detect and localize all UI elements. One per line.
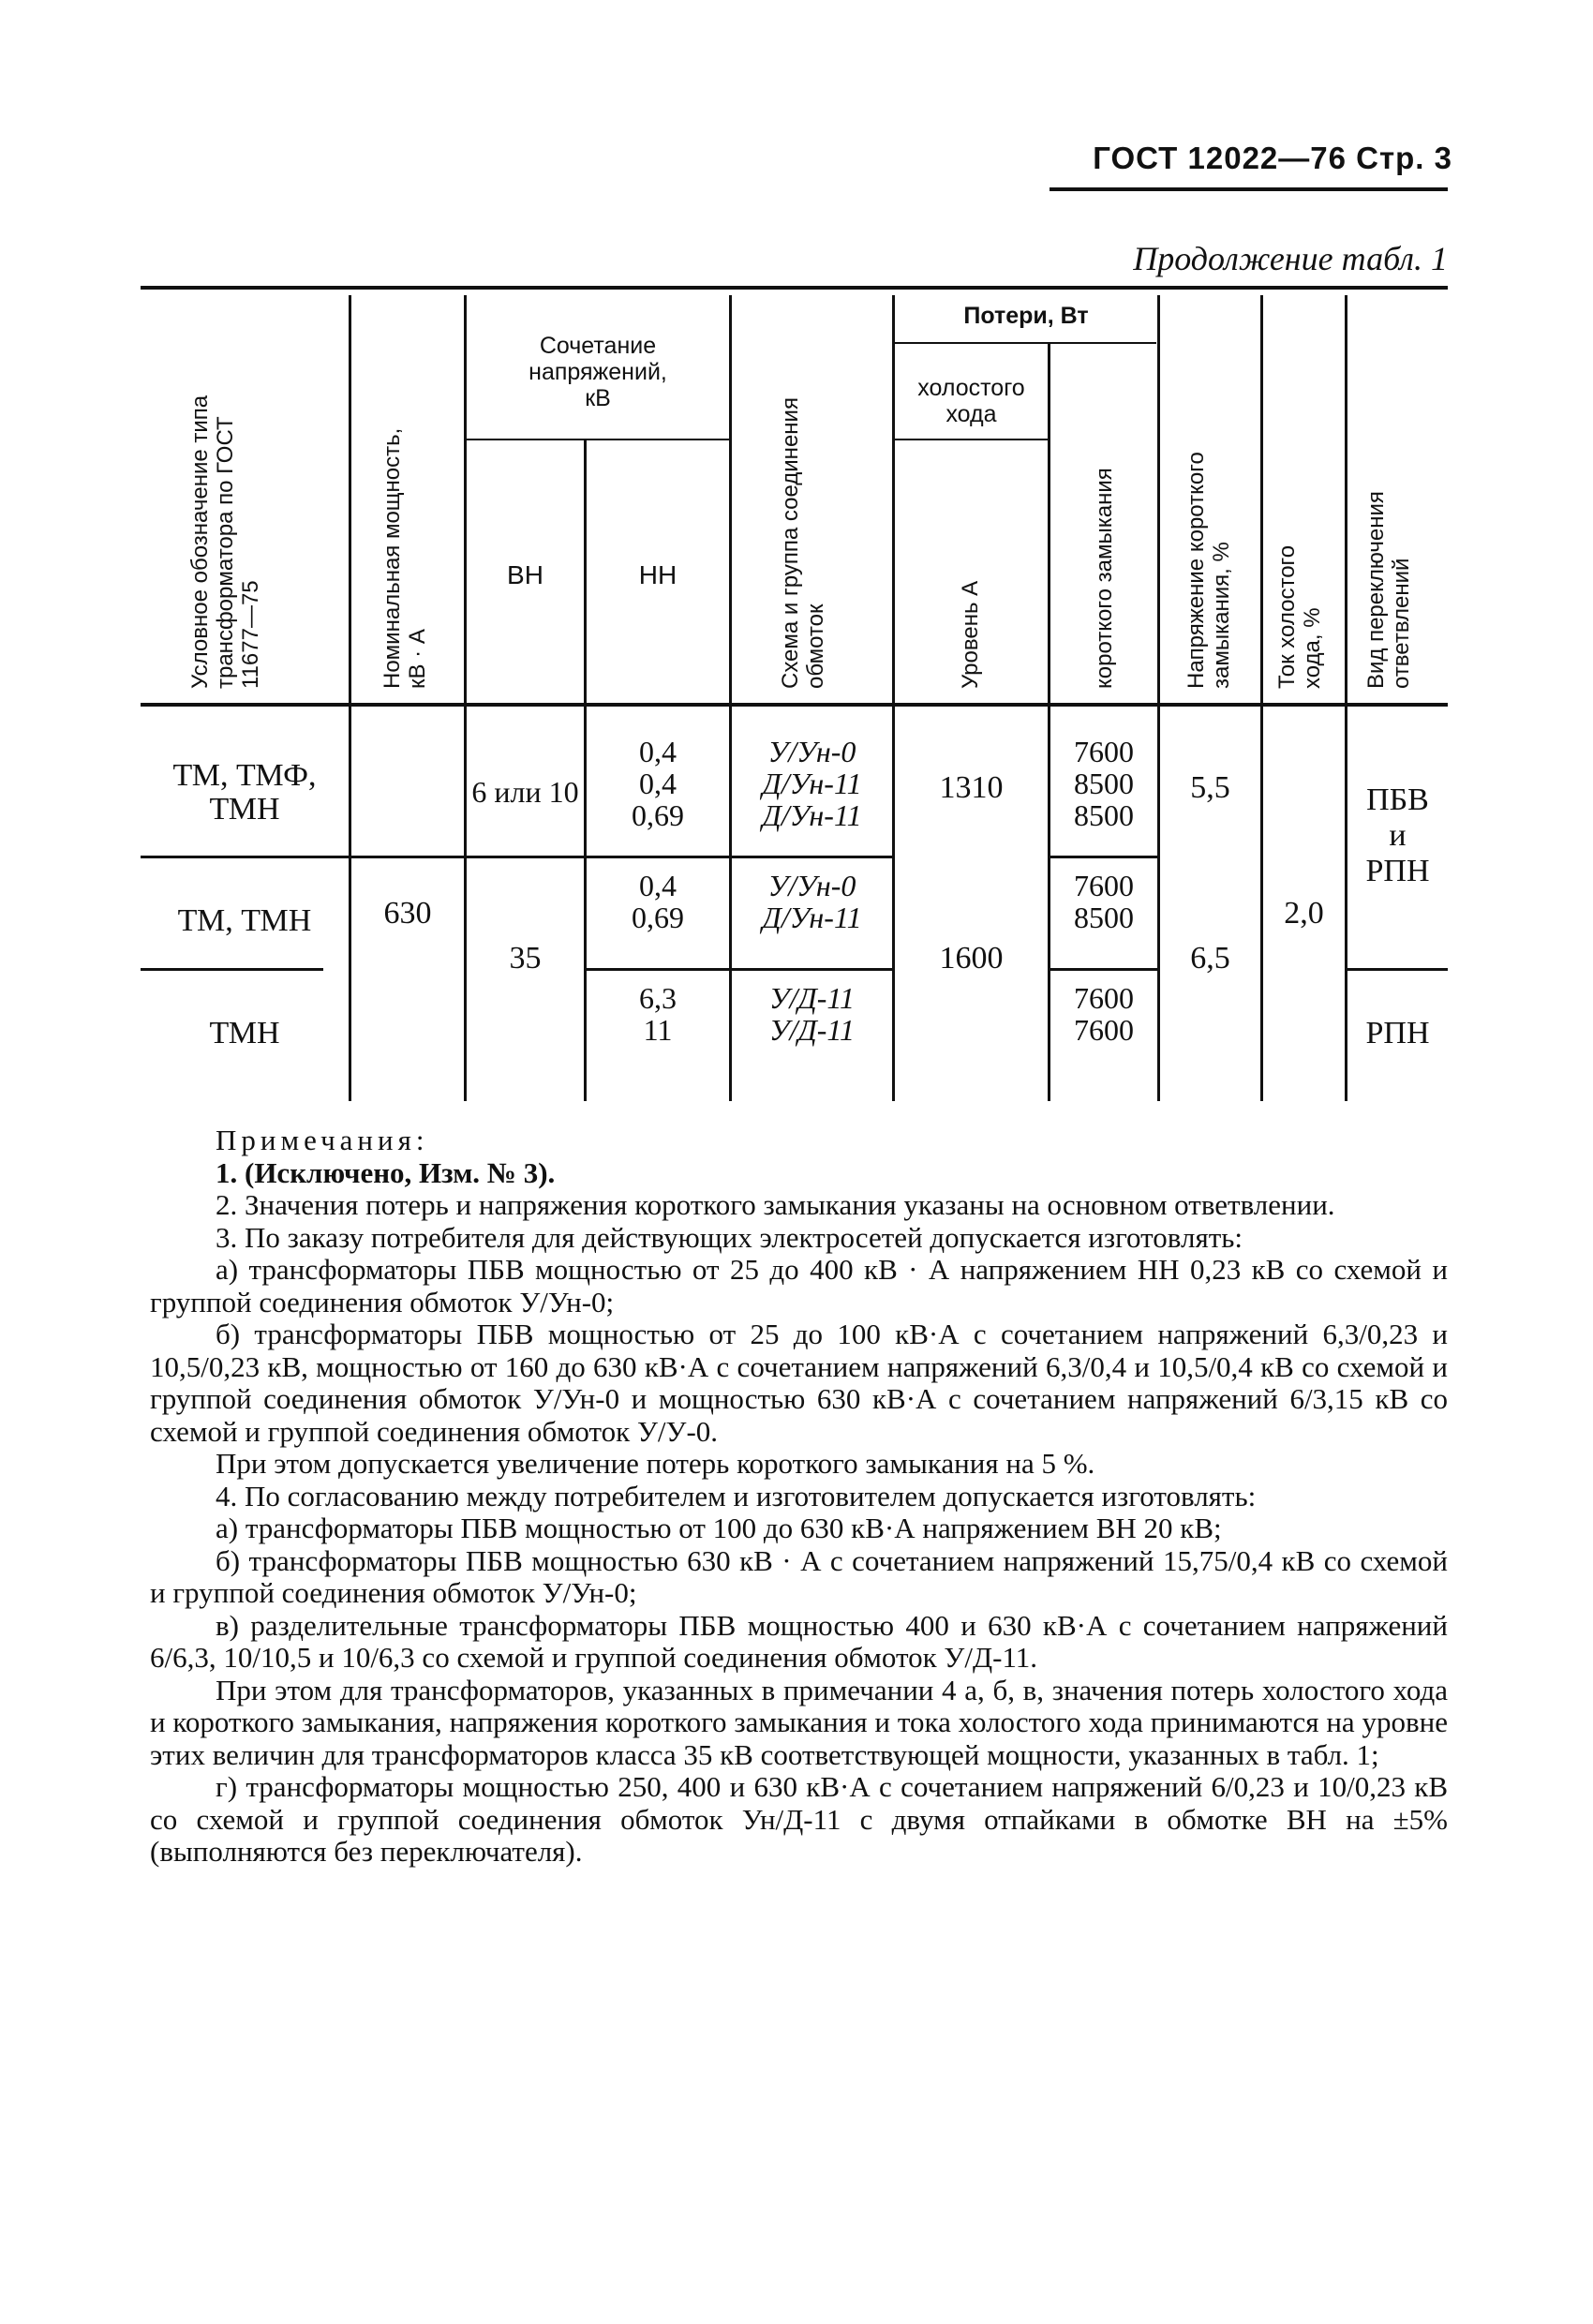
row1-level-a: 1310	[939, 770, 1004, 805]
merged-power: 630	[383, 896, 432, 931]
col-rule-9	[1345, 295, 1347, 1101]
col-header-nn: НН	[638, 560, 677, 589]
merged-level-a-2: 1600	[939, 941, 1004, 976]
row1-nn: 0,4 0,4 0,69	[632, 735, 684, 832]
row2-rule	[141, 968, 323, 971]
note-4g: г) трансформаторы мощностью 250, 400 и 630 кВ·А с сочетанием напряжений 6/0,23 и 10/0,23 кВ со схемой и группой соединения обмоток Ун/Д-11 с двумя отпайками в обмотке ВН на ±5% (выполняются без переключателя).	[150, 1770, 1448, 1868]
note-4-remark: При этом для трансформаторов, указанных в примечании 4 а, б, в, значения потерь холостого хода и короткого замыкания, напряжения короткого замыкания и тока холостого хода принимаются на уровне этих величин для трансформаторов класса 35 кВ соответствующей мощности, указанных в табл. 1;	[150, 1673, 1448, 1771]
row1-rule	[141, 856, 604, 858]
note-4b: б) трансформаторы ПБВ мощностью 630 кВ · А с сочетанием напряжений 15,75/0,4 кВ со схемой и группой соединения обмоток У/Ун-0;	[150, 1543, 1448, 1609]
col-header-power: Номинальная мощность, кВ · А	[380, 427, 430, 689]
note-4: 4. По согласованию между потребителем и изготовителем допускается изготовлять:	[216, 1479, 1257, 1512]
notes-section	[150, 1125, 1448, 1869]
merged-vn-35: 35	[509, 941, 542, 976]
note-3b: б) трансформаторы ПБВ мощностью от 25 до 100 кВ·А с сочетанием напряжений 6,3/0,23 и 10,5/0,23 кВ, мощностью от 160 до 630 кВ·А с сочетанием напряжений 6,3/0,4 и 10,5/0,4 кВ со схемой и группой соединения обмоток У/Ун-0 и мощностью 630 кВ·А с сочетанием напряжений 6/3,15 кВ со схемой и группой соединения обмоток У/У-0.	[150, 1318, 1448, 1448]
row3-type: ТМН	[209, 1016, 280, 1050]
merged-switching-1: ПБВ и РПН	[1365, 782, 1430, 888]
col-header-scheme: Схема и группа соединения обмоток	[778, 397, 828, 689]
header-rule	[1050, 187, 1448, 191]
col-header-type: Условное обозначение типа трансформатора по ГОСТ 11677—75	[187, 395, 263, 689]
note-4a: а) трансформаторы ПБВ мощностью от 100 до 630 кВ·А напряжением ВН 20 кВ;	[216, 1512, 1222, 1544]
col-rule-4	[729, 295, 732, 1101]
note-1: 1. (Исключено, Изм. № 3).	[216, 1155, 556, 1189]
note-3-remark: При этом допускается увеличение потерь короткого замыкания на 5 %.	[216, 1447, 1095, 1480]
row1-vn: 6 или 10	[471, 775, 579, 809]
merged-io: 2,0	[1284, 896, 1324, 931]
row1-rule-3	[1048, 856, 1157, 858]
row3-nn: 6,3 11	[639, 981, 677, 1047]
row2-rule-sw	[1345, 968, 1448, 971]
note-3a: а) трансформаторы ПБВ мощностью от 25 до 400 кВ · А напряжением НН 0,23 кВ со схемой и группой соединения обмоток У/Ун-0;	[150, 1253, 1448, 1318]
merged-switching-2: РПН	[1365, 1016, 1430, 1050]
row1-scheme: У/Ун-0 Д/Ун-11 Д/Ун-11	[762, 735, 862, 832]
row1-uk: 5,5	[1190, 770, 1230, 805]
row2-rule-2	[584, 968, 893, 971]
row1-type: ТМ, ТМФ, ТМН	[172, 758, 317, 827]
voltage-sub-rule	[464, 439, 729, 440]
row1-rule-2	[584, 856, 893, 858]
row1-sc: 7600 8500 8500	[1074, 735, 1134, 832]
col-header-short-circuit: короткого замыкания	[1092, 468, 1117, 689]
row2-nn: 0,4 0,69	[632, 869, 684, 934]
merged-uk-2: 6,5	[1190, 941, 1230, 976]
row2-type: ТМ, ТМН	[177, 903, 312, 938]
header-bottom-rule	[141, 703, 1448, 707]
col-header-losses: Потери, Вт	[963, 303, 1089, 329]
page-header: ГОСТ 12022—76 Стр. 3	[1093, 141, 1452, 175]
col-rule-8	[1260, 295, 1263, 1101]
col-header-vn: ВН	[507, 560, 543, 589]
col-header-sc-voltage: Напряжение короткого замыкания, %	[1184, 452, 1234, 689]
col-header-noload-current: Ток холостого хода, %	[1274, 544, 1325, 689]
note-4v: в) разделительные трансформаторы ПБВ мощностью 400 и 630 кВ·А с сочетанием напряжений 6/6,3, 10/10,5 и 10/6,3 со схемой и группой соединения обмоток У/Д-11.	[150, 1608, 1448, 1674]
note-3: 3. По заказу потребителя для действующих электросетей допускается изготовлять:	[216, 1220, 1243, 1254]
col-header-switching: Вид переключения ответвлений	[1363, 491, 1414, 689]
note-2: 2. Значения потерь и напряжения короткого замыкания указаны на основном ответвлении.	[216, 1188, 1335, 1221]
noload-sub-rule	[892, 439, 1049, 440]
col-rule-7	[1157, 295, 1160, 1101]
row2-scheme: У/Ун-0 Д/Ун-11	[762, 869, 862, 934]
data-table	[141, 286, 1448, 1101]
row2-rule-3	[1048, 968, 1157, 971]
table-caption: Продолжение табл. 1	[1133, 240, 1448, 277]
col-header-level-a: Уровень А	[958, 580, 983, 689]
col-rule-2	[464, 295, 467, 1101]
col-rule-1	[349, 295, 351, 1101]
row3-scheme: У/Д-11 У/Д-11	[768, 981, 856, 1047]
col-header-voltage: Сочетание напряжений, кВ	[529, 333, 667, 411]
row2-sc: 7600 8500	[1074, 869, 1134, 934]
table-top-rule	[141, 286, 1448, 290]
notes-title: Примечания:	[216, 1124, 429, 1156]
col-header-noload: холостого хода	[917, 375, 1025, 427]
row3-sc: 7600 7600	[1074, 981, 1134, 1047]
losses-sub-rule	[892, 342, 1156, 344]
